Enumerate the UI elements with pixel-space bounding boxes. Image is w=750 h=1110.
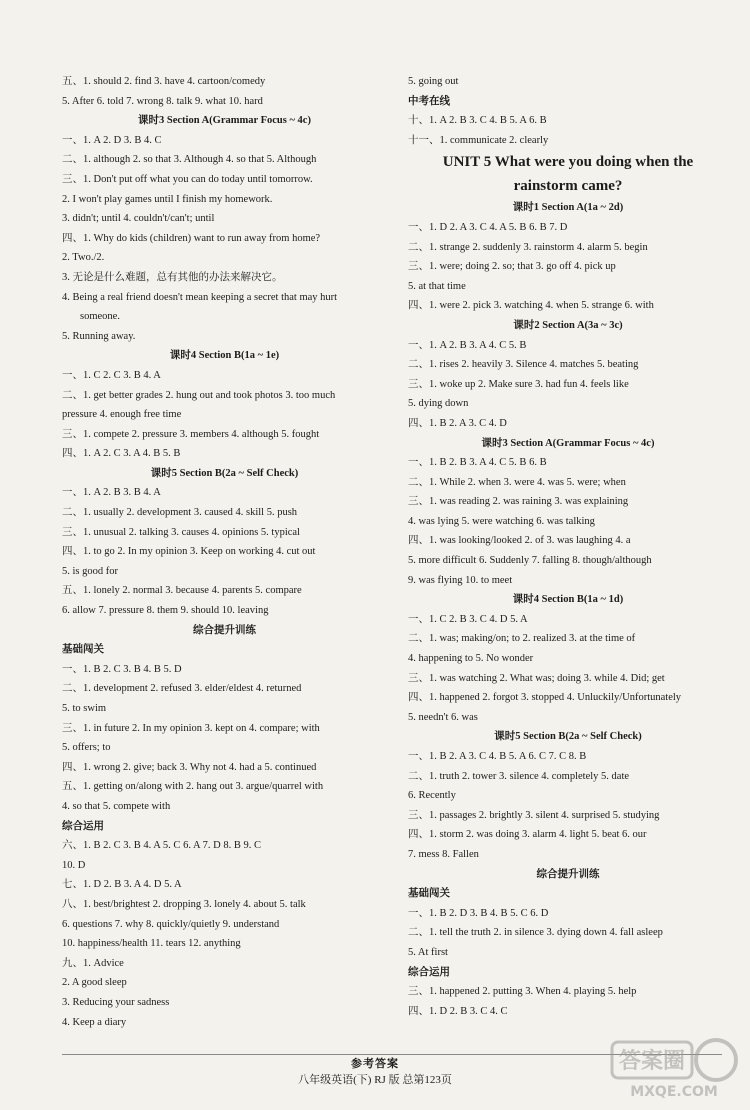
left-column (62, 72, 387, 1032)
answer-line: 5. is good for (62, 565, 118, 577)
answer-line: 三、1. was reading 2. was raining 3. was explaining (408, 496, 629, 508)
answer-line: 2. Two./2. (62, 252, 105, 264)
answer-line: 四、1. storm 2. was doing 3. alarm 4. light 5. beat 6. our (408, 829, 647, 841)
answer-line: 三、1. were; doing 2. so; that 3. go off 4. pick up (408, 261, 616, 273)
answer-line: 5. At first (408, 946, 448, 958)
answer-line: 三、1. unusual 2. talking 3. causes 4. opinions 5. typical (62, 526, 300, 538)
answer-line: 一、1. C 2. C 3. B 4. A (62, 369, 161, 381)
answer-line: 三、1. passages 2. brightly 3. silent 4. surprised 5. studying (408, 809, 660, 821)
watermark-label: 答案圈 (618, 1049, 686, 1074)
answer-line: 二、1. rises 2. heavily 3. Silence 4. matches 5. beating (408, 359, 639, 371)
answer-line: 九、1. Advice (62, 957, 124, 969)
answer-line: 二、1. was; making/on; to 2. realized 3. at the time of (408, 633, 636, 645)
answer-line: 一、1. B 2. B 3. A 4. C 5. B 6. B (408, 457, 547, 469)
answer-line: 5. dying down (408, 398, 469, 410)
subsection-label: 中考在线 (408, 95, 450, 107)
answer-line: 4. so that 5. compete with (62, 800, 171, 812)
answer-line: 5. to swim (62, 703, 107, 714)
answer-line: 二、1. truth 2. tower 3. silence 4. completely 5. date (408, 770, 630, 782)
subsection-label: 综合运用 (408, 966, 450, 978)
answer-line: 5. at that time (408, 280, 466, 292)
right-main-block (408, 198, 728, 1021)
answer-line: 10. happiness/health 11. tears 12. anything (62, 938, 241, 950)
answer-line: 5. offers; to (62, 742, 111, 754)
answer-line: 5. going out (408, 76, 459, 87)
subsection-label: 基础闯关 (408, 888, 450, 900)
answer-line: 五、1. should 2. find 3. have 4. cartoon/comedy (62, 76, 266, 87)
answer-line: 十一、1. communicate 2. clearly (408, 134, 549, 146)
answer-line: pressure 4. enough free time (62, 409, 182, 421)
answer-line: 十、1. A 2. B 3. C 4. B 5. A 6. B (408, 115, 547, 127)
answer-line: 四、1. was looking/looked 2. of 3. was laughing 4. a (408, 535, 631, 547)
answer-line: 三、1. woke up 2. Make sure 3. had fun 4. feels like (408, 378, 629, 390)
answer-line: 10. D (62, 859, 86, 871)
answer-line: 6. Recently (408, 790, 456, 802)
footer-title: 参考答案 (351, 1058, 399, 1070)
answer-line: 三、1. happened 2. putting 3. When 4. playing 5. help (408, 986, 637, 998)
answer-line: 四、1. to go 2. In my opinion 3. Keep on working 4. cut out (62, 546, 316, 558)
answer-line: 四、1. D 2. B 3. C 4. C (408, 1005, 508, 1017)
section-heading: 课时3 Section A(Grammar Focus ~ 4c) (481, 437, 655, 449)
answer-line: 2. A good sleep (62, 977, 127, 989)
answer-line: 4. was lying 5. were watching 6. was talking (408, 515, 595, 527)
answer-line: 三、1. Don't put off what you can do today until tomorrow. (62, 173, 313, 185)
answer-line: 四、1. Why do kids (children) want to run away from home? (62, 232, 321, 244)
answer-line: 二、1. although 2. so that 3. Although 4. so that 5. Although (62, 154, 317, 166)
answer-line: 四、1. wrong 2. give; back 3. Why not 4. had a 5. continued (62, 761, 317, 773)
unit-title (408, 150, 728, 198)
answer-line: 6. questions 7. why 8. quickly/quietly 9. understand (62, 918, 280, 930)
footer-subtitle: 八年级英语(下) RJ 版 总第123页 (298, 1074, 452, 1086)
answer-line: 二、1. development 2. refused 3. elder/eldest 4. returned (62, 683, 302, 695)
answer-line: 一、1. B 2. C 3. B 4. B 5. D (62, 663, 182, 675)
answer-line: 一、1. A 2. B 3. A 4. C 5. B (408, 339, 527, 351)
answer-line: 二、1. strange 2. suddenly 3. rainstorm 4. alarm 5. begin (408, 241, 648, 253)
section-heading: 课时4 Section B(1a ~ 1d) (512, 594, 624, 606)
answer-line: 4. happening to 5. No wonder (408, 653, 534, 665)
answer-line: 5. needn't 6. was (408, 711, 478, 723)
answer-line: 二、1. While 2. when 3. were 4. was 5. were; when (408, 476, 626, 488)
answer-line: 三、1. compete 2. pressure 3. members 4. although 5. fought (62, 428, 320, 440)
answer-line: 4. Keep a diary (62, 1016, 127, 1028)
answer-line: 一、1. C 2. B 3. C 4. D 5. A (408, 613, 528, 625)
answer-line: 五、1. lonely 2. normal 3. because 4. parents 5. compare (62, 585, 302, 597)
right-top-block (408, 72, 728, 150)
answer-line: 六、1. B 2. C 3. B 4. A 5. C 6. A 7. D 8. B 9. C (62, 840, 261, 852)
section-heading: 课时5 Section B(2a ~ Self Check) (150, 467, 299, 479)
answer-line: 七、1. D 2. B 3. A 4. D 5. A (62, 879, 182, 891)
answer-line: 5. more difficult 6. Suddenly 7. falling 8. though/although (408, 555, 652, 567)
answer-line: 四、1. A 2. C 3. A 4. B 5. B (62, 448, 181, 460)
answer-line: someone. (80, 311, 120, 323)
watermark-url: MXQE.COM (630, 1084, 718, 1100)
answer-line: 二、1. get better grades 2. hung out and took photos 3. too much (62, 389, 336, 401)
answer-line: 四、1. were 2. pick 3. watching 4. when 5. strange 6. with (408, 300, 654, 312)
answer-line: 5. After 6. told 7. wrong 8. talk 9. what 10. hard (62, 95, 263, 107)
section-heading: 综合提升训练 (193, 624, 256, 636)
answer-line: 三、1. was watching 2. What was; doing 3. while 4. Did; get (408, 672, 665, 684)
answer-line: 一、1. A 2. B 3. B 4. A (62, 487, 161, 499)
right-column (408, 72, 728, 1021)
answer-line: 三、1. in future 2. In my opinion 3. kept on 4. compare; with (62, 722, 320, 734)
answer-line: 一、1. B 2. A 3. C 4. B 5. A 6. C 7. C 8. B (408, 751, 587, 762)
watermark-logo (604, 1032, 744, 1102)
answer-line: 3. 无论是什么难题，总有其他的办法来解决它。 (62, 271, 283, 283)
subsection-label: 基础闯关 (62, 644, 104, 656)
answer-line: 4. Being a real friend doesn't mean keeping a secret that may hurt (62, 291, 338, 303)
answer-line: 五、1. getting on/along with 2. hang out 3. argue/quarrel with (62, 781, 324, 793)
unit-title-line2: rainstorm came? (513, 178, 623, 195)
unit-title-line1: UNIT 5 What were you doing when the (442, 154, 694, 171)
section-heading: 课时5 Section B(2a ~ Self Check) (494, 731, 642, 743)
answer-line: 八、1. best/brightest 2. dropping 3. lonely 4. about 5. talk (62, 898, 306, 910)
section-heading: 课时1 Section A(1a ~ 2d) (512, 202, 624, 214)
answer-line: 一、1. D 2. A 3. C 4. A 5. B 6. B 7. D (408, 221, 568, 233)
section-heading: 综合提升训练 (536, 868, 600, 880)
section-heading: 课时3 Section A(Grammar Focus ~ 4c) (138, 115, 311, 127)
answer-line: 一、1. B 2. D 3. B 4. B 5. C 6. D (408, 907, 549, 919)
answer-line: 3. didn't; until 4. couldn't/can't; until (62, 213, 215, 225)
section-heading: 课时4 Section B(1a ~ 1e) (169, 350, 280, 362)
section-heading: 课时2 Section A(3a ~ 3c) (513, 319, 623, 331)
answer-line: 2. I won't play games until I finish my homework. (62, 193, 273, 205)
answer-line: 5. Running away. (62, 330, 136, 342)
answer-line: 四、1. happened 2. forgot 3. stopped 4. Unluckily/Unfortunately (408, 692, 682, 704)
answer-line: 3. Reducing your sadness (62, 996, 170, 1008)
answer-line: 四、1. B 2. A 3. C 4. D (408, 417, 507, 429)
answer-line: 6. allow 7. pressure 8. them 9. should 10. leaving (62, 605, 269, 617)
answer-line: 二、1. tell the truth 2. in silence 3. dying down 4. fall asleep (408, 927, 663, 939)
answer-line: 一、1. A 2. D 3. B 4. C (62, 134, 162, 146)
answer-line: 7. mess 8. Fallen (408, 848, 479, 860)
answer-line: 二、1. usually 2. development 3. caused 4. skill 5. push (62, 507, 298, 519)
answer-line: 9. was flying 10. to meet (408, 574, 513, 586)
subsection-label: 综合运用 (62, 820, 104, 832)
